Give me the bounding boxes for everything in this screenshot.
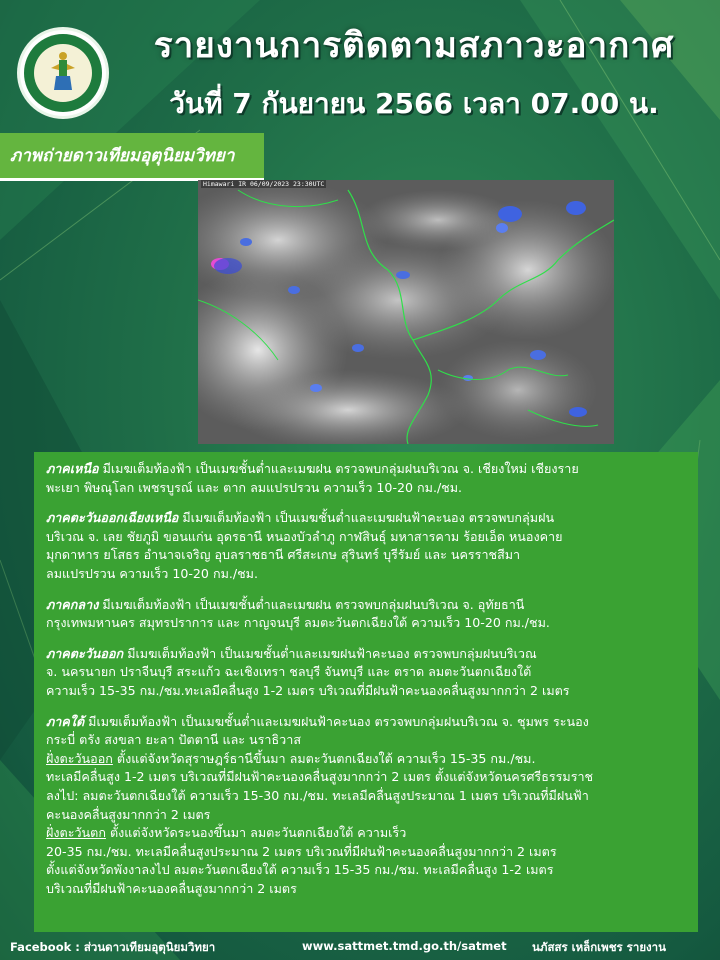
region-text: มีเมฆเต็มท้องฟ้า เป็นเมฆชั้นต่ำและเมฆฝนฟ้าคะนอง ตรวจพบกลุ่มฝนบริเวณ <box>123 645 537 661</box>
facebook-credit: Facebook : ส่วนดาวเทียมอุตุนิยมวิทยา <box>10 940 216 954</box>
deity-emblem-icon <box>48 50 78 94</box>
region-text: คะนองคลื่นสูงมากกว่า 2 เมตร <box>46 806 211 822</box>
region-name: ภาคเหนือ <box>46 461 99 476</box>
region-text: มุกดาหาร ยโสธร อำนาจเจริญ อุบลราชธานี ศรีสะเกษ สุรินทร์ บุรีรัมย์ และ นครราชสีมา <box>46 547 521 563</box>
footer <box>0 936 720 960</box>
region-text: 20-35 กม./ชม. ทะเลมีคลื่นสูงประมาณ 2 เมตร บริเวณที่มีฝนฟ้าคะนองคลื่นสูงมากกว่า 2 เมตร <box>46 843 557 859</box>
region-name: ภาคตะวันออก <box>46 645 124 661</box>
region-east <box>46 645 686 701</box>
region-text: บริเวณ จ. เลย ชัยภูมิ ขอนแก่น อุดรธานี หนองบัวลำภู กาฬสินธุ์ มหาสารคาม ร้อยเอ็ด หนองคาย <box>46 528 563 544</box>
region-text: ความเร็ว 15-35 กม./ชม.ทะเลมีคลื่นสูง 1-2 เมตร บริเวณที่มีฝนฟ้าคะนองคลื่นสูงมากกว่า 2 เมตร <box>46 682 570 698</box>
region-text: ตั้งแต่จังหวัดพังงาลงไป ลมตะวันตกเฉียงใต้ ความเร็ว 15-35 กม./ชม. ทะเลมีคลื่นสูง 1-2 เมตร <box>46 862 554 878</box>
satellite-section-label: ภาพถ่ายดาวเทียมอุตุนิยมวิทยา <box>0 133 264 181</box>
region-name: ภาคกลาง <box>46 596 99 612</box>
region-text: กระบี่ ตรัง สงขลา ยะลา ปัตตานี และ นราธิวาส <box>46 732 302 748</box>
region-northeast <box>46 509 686 583</box>
reporter-credit: นภัสสร เหล็กเพชร รายงาน <box>532 940 666 954</box>
satellite-caption: Himawari IR 06/09/2023 23:30UTC <box>203 180 325 188</box>
west-coast-label: ฝั่งตะวันตก <box>46 825 106 841</box>
website-link[interactable]: www.sattmet.tmd.go.th/satmet <box>302 939 507 953</box>
region-text: กรุงเทพมหานคร สมุทรปราการ และ กาญจนบุรี ลมตะวันตกเฉียงใต้ ความเร็ว 10-20 กม./ชม. <box>46 615 550 631</box>
region-text: ตั้งแต่จังหวัดสุราษฎร์ธานีขึ้นมา ลมตะวันตกเฉียงใต้ ความเร็ว 15-35 กม./ชม. <box>112 750 536 766</box>
weather-report-panel <box>34 452 698 932</box>
region-text: มีเมฆเต็มท้องฟ้า เป็นเมฆชั้นต่ำและเมฆฝนฟ้าคะนอง ตรวจพบกลุ่มฝน <box>178 510 555 526</box>
region-text: บริเวณที่มีฝนฟ้าคะนองคลื่นสูงมากกว่า 2 เมตร <box>46 880 297 896</box>
region-north <box>46 460 686 497</box>
report-date: วันที่ 7 กันยายน 2566 เวลา 07.00 น. <box>169 87 659 120</box>
region-name: ภาคใต้ <box>46 713 85 729</box>
region-text: ลมแปรปรวน ความเร็ว 10-20 กม./ชม. <box>46 565 258 581</box>
meteorological-department-logo <box>20 30 106 116</box>
region-name: ภาคตะวันออกเฉียงเหนือ <box>46 510 179 526</box>
region-central <box>46 596 686 633</box>
region-text: มีเมฆเต็มท้องฟ้า เป็นเมฆชั้นต่ำและเมฆฝน ตรวจพบกลุ่มฝนบริเวณ จ. อุทัยธานี <box>98 596 525 612</box>
page-title: รายงานการติดตามสภาวะอากาศ <box>153 26 675 66</box>
region-text: มีเมฆเต็มท้องฟ้า เป็นเมฆชั้นต่ำและเมฆฝนฟ้าคะนอง ตรวจพบกลุ่มฝนบริเวณ จ. ชุมพร ระนอง <box>84 713 589 729</box>
region-text: จ. นครนายก ปราจีนบุรี สระแก้ว ฉะเชิงเทรา ชลบุรี จันทบุรี และ ตราด ลมตะวันตกเฉียงใต้ <box>46 664 532 680</box>
region-text: ทะเลมีคลื่นสูง 1-2 เมตร บริเวณที่มีฝนฟ้าคะนองคลื่นสูงมากกว่า 2 เมตร ตั้งแต่จังหวัดนครศรีธรรมราช <box>46 769 594 785</box>
region-text: พะเยา พิษณุโลก เพชรบูรณ์ และ ตาก ลมแปรปรวน ความเร็ว 10-20 กม./ชม. <box>46 479 463 495</box>
region-text: ลงไป: ลมตะวันตกเฉียงใต้ ความเร็ว 15-30 กม./ชม. ทะเลมีคลื่นสูงประมาณ 1 เมตร บริเวณที่มีฝนฟ้า <box>46 787 589 803</box>
region-text: มีเมฆเต็มท้องฟ้า เป็นเมฆชั้นต่ำและเมฆฝน ตรวจพบกลุ่มฝนบริเวณ จ. เชียงใหม่ เชียงราย <box>98 461 579 476</box>
east-coast-label: ฝั่งตะวันออก <box>46 750 113 766</box>
region-south <box>46 713 686 899</box>
satellite-image <box>198 180 614 444</box>
region-text: ตั้งแต่จังหวัดระนองขึ้นมา ลมตะวันตกเฉียงใต้ ความเร็ว <box>105 825 407 841</box>
